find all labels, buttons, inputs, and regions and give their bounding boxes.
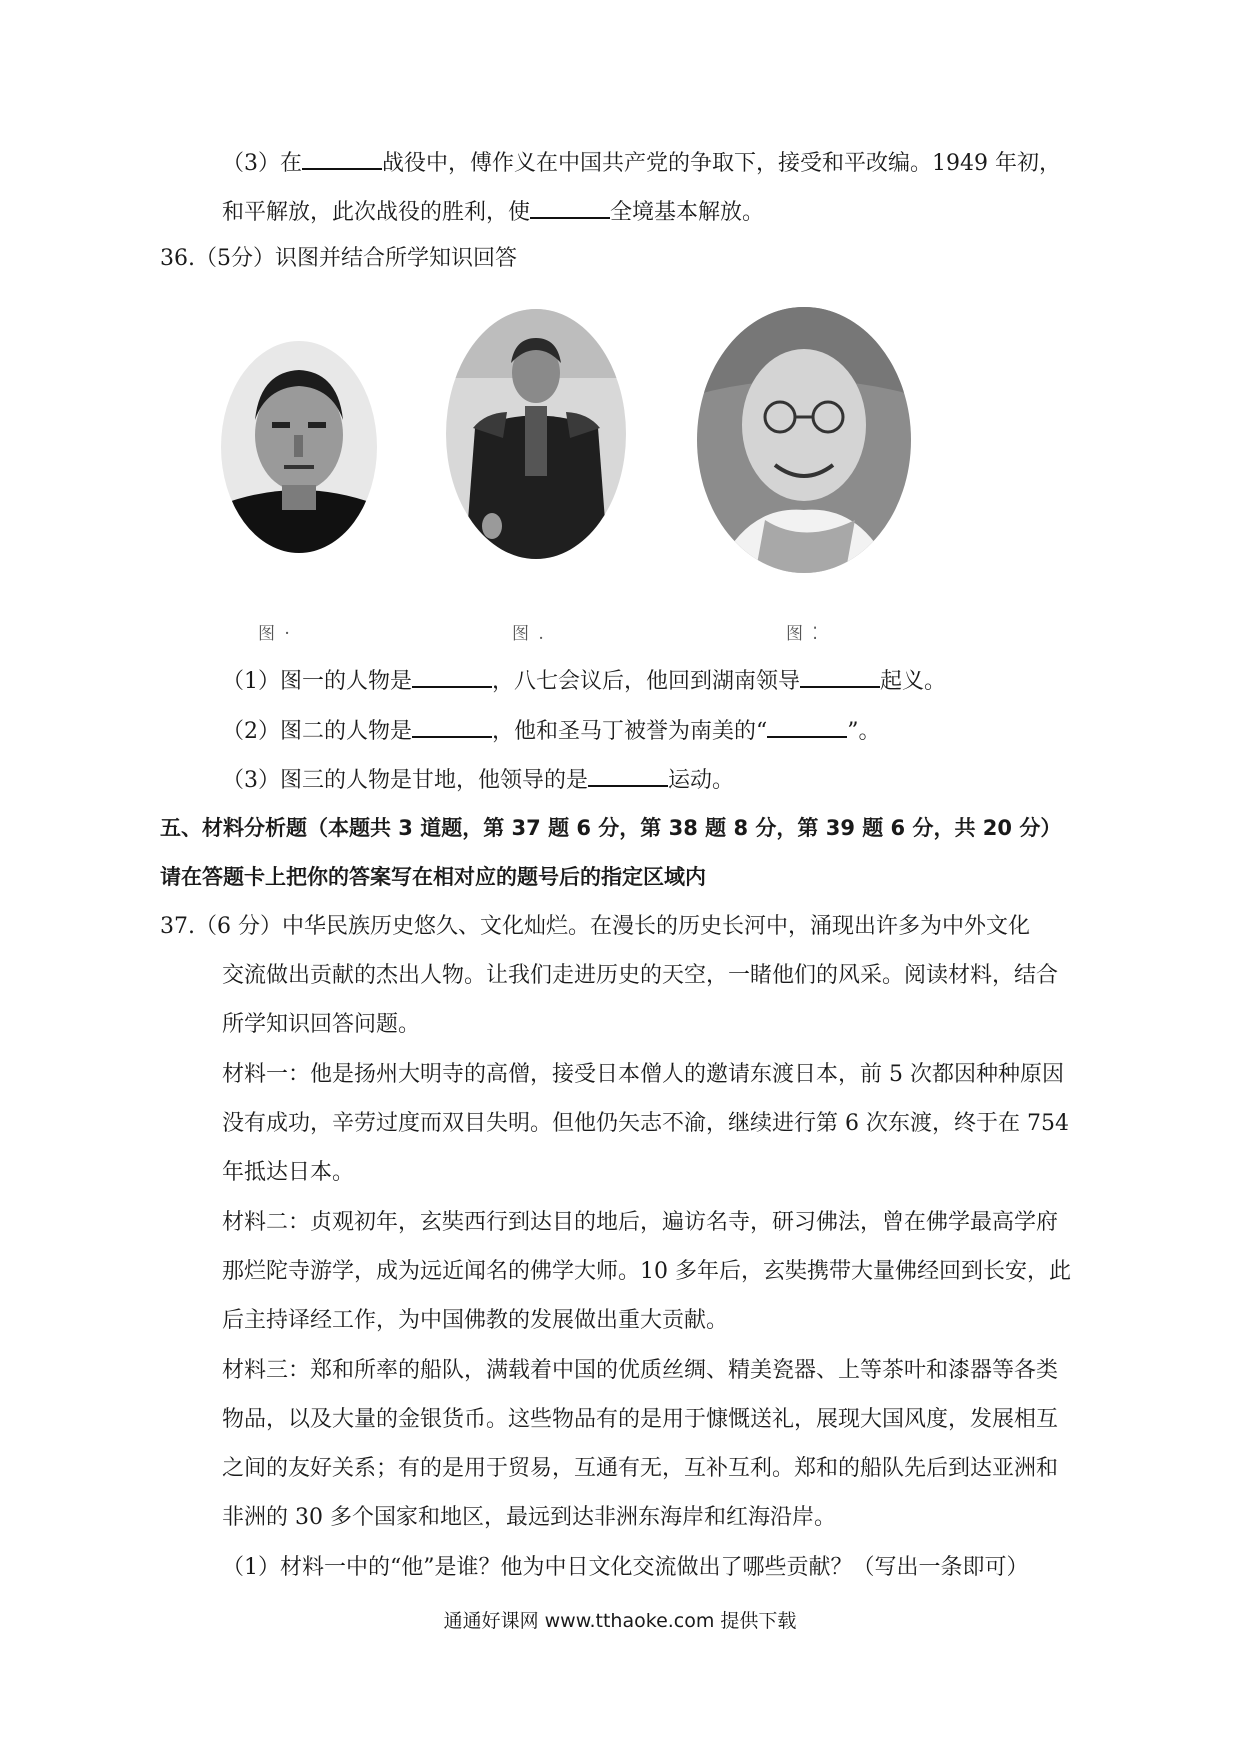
answer-blank — [530, 195, 610, 219]
q36-part3: （3）图三的人物是甘地，他领导的是 运动。 — [222, 763, 734, 796]
portrait-2-image — [445, 308, 628, 560]
figure-1-caption: 图 · — [258, 624, 292, 644]
q37-line2: 交流做出贡献的杰出人物。让我们走进历史的天空，一睹他们的风采。阅读材料，结合 — [222, 963, 1059, 988]
q37-subquestion-1: （1）材料一中的“他”是谁？他为中日文化交流做出了哪些贡献？（写出一条即可） — [222, 1555, 1029, 1580]
q36-title: 36.（5分）识图并结合所学知识回答 — [160, 246, 517, 271]
q35-3-line2: 和平解放，此次战役的胜利，使 全境基本解放。 — [222, 195, 764, 228]
section-5-instruction: 请在答题卡上把你的答案写在相对应的题号后的指定区域内 — [160, 865, 706, 889]
material-3-line3: 之间的友好关系；有的是用于贸易，互通有无，互补互利。郑和的船队先后到达亚洲和 — [222, 1456, 1059, 1481]
figure-2-caption: 图 . — [512, 624, 546, 644]
material-1-line1: 材料一：他是扬州大明寺的高僧，接受日本僧人的邀请东渡日本，前 5 次都因种种原因 — [222, 1062, 1064, 1087]
material-1-line2: 没有成功，辛劳过度而双目失明。但他仍矢志不渝，继续进行第 6 次东渡，终于在 754 — [222, 1111, 1069, 1136]
page-footer: 通通好课网 www.tthaoke.com 提供下载 — [443, 1610, 797, 1632]
material-3-line2: 物品，以及大量的金银货币。这些物品有的是用于慷慨送礼，展现大国风度，发展相互 — [222, 1407, 1059, 1432]
material-1-line3: 年抵达日本。 — [222, 1160, 355, 1185]
answer-blank — [588, 763, 668, 787]
answer-blank — [800, 664, 880, 688]
answer-blank — [767, 714, 847, 738]
answer-blank — [302, 146, 382, 170]
material-2-line1: 材料二：贞观初年，玄奘西行到达目的地后，遍访名寺，研习佛法，曾在佛学最高学府 — [222, 1210, 1059, 1235]
portrait-3-image — [695, 305, 913, 575]
answer-blank — [412, 664, 492, 688]
q36-part2: （2）图二的人物是 ，他和圣马丁被誉为南美的“ ”。 — [222, 714, 881, 747]
q35-3-line1: （3）在 战役中，傅作义在中国共产党的争取下，接受和平改编。1949 年初， — [222, 146, 1061, 179]
material-2-line3: 后主持译经工作，为中国佛教的发展做出重大贡献。 — [222, 1308, 729, 1333]
q37-line1: 37.（6 分）中华民族历史悠久、文化灿烂。在漫长的历史长河中，涌现出许多为中外文化 — [160, 914, 1030, 939]
q36-part1: （1）图一的人物是 ，八七会议后，他回到湖南领导 起义。 — [222, 664, 946, 697]
portrait-1-image — [220, 340, 378, 555]
answer-blank — [412, 714, 492, 738]
material-3-line4: 非洲的 30 多个国家和地区，最远到达非洲东海岸和红海沿岸。 — [222, 1505, 836, 1530]
section-5-heading: 五、材料分析题（本题共 3 道题，第 37 题 6 分，第 38 题 8 分，第 39 题 6 分，共 20 分） — [160, 816, 1062, 840]
q37-line3: 所学知识回答问题。 — [222, 1012, 421, 1037]
figure-3-caption: 图 ⁚ — [786, 624, 820, 644]
material-2-line2: 那烂陀寺游学，成为远近闻名的佛学大师。10 多年后，玄奘携带大量佛经回到长安，此 — [222, 1259, 1071, 1284]
material-3-line1: 材料三：郑和所率的船队，满载着中国的优质丝绸、精美瓷器、上等茶叶和漆器等各类 — [222, 1358, 1059, 1383]
